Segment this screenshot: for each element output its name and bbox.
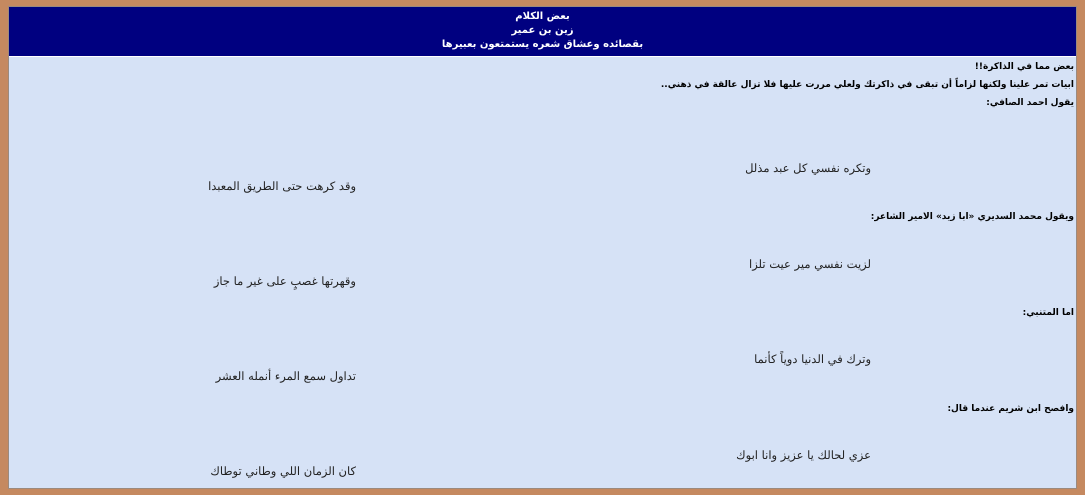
page-title: بعض الكلام xyxy=(515,11,570,22)
intro-text: ابيات تمر علينا ولكنها لزاماً أن تبقى في ذاكرتك ولعلي مررت عليها فلا تزال عالقة في ذهني.. xyxy=(660,80,1074,90)
intro-heading: بعض مما في الذاكرة!! xyxy=(974,62,1074,72)
verse-4-second-hemistich: كان الزمان اللي وطاني توطاك xyxy=(210,464,356,478)
poet-intro-3: اما المتنبي: xyxy=(1022,308,1074,318)
page-header xyxy=(9,7,1076,57)
article-frame xyxy=(8,6,1077,489)
verse-3-second-hemistich: تداول سمع المرء أنمله العشر xyxy=(215,369,356,383)
page-subtitle: بقصائده وعشاق شعره يستمتعون بعبيرها xyxy=(441,39,644,50)
author-name: زين بن عمير xyxy=(511,25,574,36)
verse-1-first-hemistich: وتكره نفسي كل عبد مذلل xyxy=(745,161,871,175)
poet-intro-1: يقول احمد الصافي: xyxy=(986,98,1074,108)
verse-3-first-hemistich: وترك في الدنيا دوياً كأنما xyxy=(754,352,871,366)
poet-intro-4: وافصح ابن شريم عندما قال: xyxy=(947,404,1074,414)
verse-1-second-hemistich: وقد كرهت حتى الطريق المعبدا xyxy=(208,179,356,193)
verse-4-first-hemistich: عزي لحالك يا عزيز وانا ابوك xyxy=(736,448,871,462)
article-body xyxy=(9,57,1076,488)
poet-intro-2: ويقول محمد السديري «ابا زيد» الامير الشاعر: xyxy=(870,212,1074,222)
verse-2-second-hemistich: وقهرتها غصبٍ على غير ما جاز xyxy=(213,274,356,288)
verse-2-first-hemistich: لزيت نفسي مير عيت تلزا xyxy=(749,257,871,271)
